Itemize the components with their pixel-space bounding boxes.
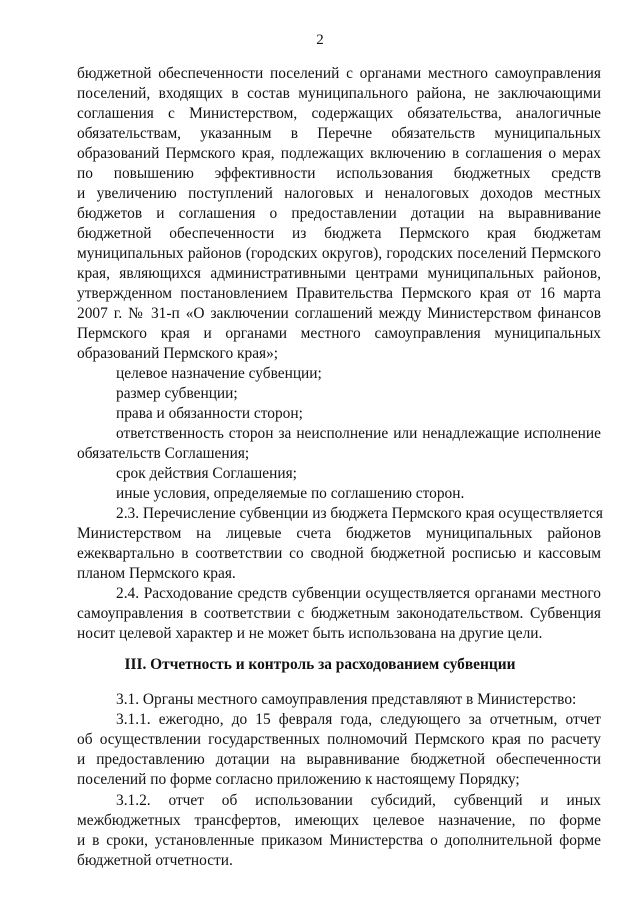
text-line: и предоставлению дотации на выравнивание бюджетной обеспеченности [77,751,601,768]
text-line: бюджетов и соглашения о предоставлении дотации на выравнивание [77,205,601,222]
text-line: обязательств Соглашения; [77,445,250,462]
page-number: 2 [316,32,324,48]
text-line: поселений, входящих в состав муниципального района, не заключающими [77,85,601,102]
text-line: 3.1.1. ежегодно, до 15 февраля года, следующего за отчетным, отчет [116,711,601,728]
section-heading: III. Отчетность и контроль за расходованием субвенции [124,656,516,673]
text-line: поселений по форме согласно приложению к настоящему Порядку; [77,771,520,788]
text-line: носит целевой характер и не может быть использована на другие цели. [77,625,543,642]
text-line: 2.4. Расходование средств субвенции осуществляется органами местного [116,585,601,602]
text-line: об осуществлении государственных полномочий Пермского края по расчету [77,731,601,748]
text-line: образований Пермского края»; [77,345,279,362]
text-line: обязательствам, указанным в Перечне обязательств муниципальных [77,125,601,142]
text-line: по повышению эффективности использования бюджетных средств [77,165,601,182]
text-line: размер субвенции; [116,385,238,402]
text-line: бюджетной обеспеченности из бюджета Пермского края бюджетам [77,225,601,242]
text-line: планом Пермского края. [77,565,236,582]
text-line: образований Пермского края, подлежащих включению в соглашения о мерах [77,145,601,162]
text-line: и увеличению поступлений налоговых и неналоговых доходов местных [77,185,601,202]
text-line: ответственность сторон за неисполнение или ненадлежащие исполнение [116,425,601,442]
text-line: 2.3. Перечисление субвенции из бюджета Пермского края осуществляется [116,505,603,522]
text-line: бюджетной отчетности. [77,852,233,869]
text-line: бюджетной обеспеченности поселений с органами местного самоуправления [77,65,601,82]
text-line: 3.1. Органы местного самоуправления представляют в Министерство: [116,691,577,708]
text-line: срок действия Соглашения; [116,465,297,482]
text-line: соглашения с Министерством, содержащих обязательства, аналогичные [77,105,601,122]
text-line: целевое назначение субвенции; [116,365,322,382]
text-line: утвержденном постановлением Правительства Пермского края от 16 марта [77,285,601,302]
text-line: муниципальных районов (городских округов), городских поселений Пермского [77,245,601,262]
text-line: иные условия, определяемые по соглашению сторон. [116,485,465,502]
text-line: ежеквартально в соответствии со сводной бюджетной росписью и кассовым [77,545,601,562]
text-line: 3.1.2. отчет об использовании субсидий, субвенций и иных [116,792,601,809]
text-line: края, являющихся административными центрами муниципальных районов, [77,265,601,282]
text-line: и в сроки, установленные приказом Министерства о дополнительной форме [77,832,601,849]
text-line: самоуправления в соответствии с бюджетным законодательством. Субвенция [77,605,601,622]
text-line: Министерством на лицевые счета бюджетов муниципальных районов [77,525,601,542]
text-line: Пермского края и органами местного самоуправления муниципальных [77,325,601,342]
text-line: права и обязанности сторон; [116,405,303,422]
text-line: 2007 г. № 31-п «О заключении соглашений между Министерством финансов [77,305,601,322]
text-line: межбюджетных трансфертов, имеющих целевое назначение, по форме [77,812,601,829]
